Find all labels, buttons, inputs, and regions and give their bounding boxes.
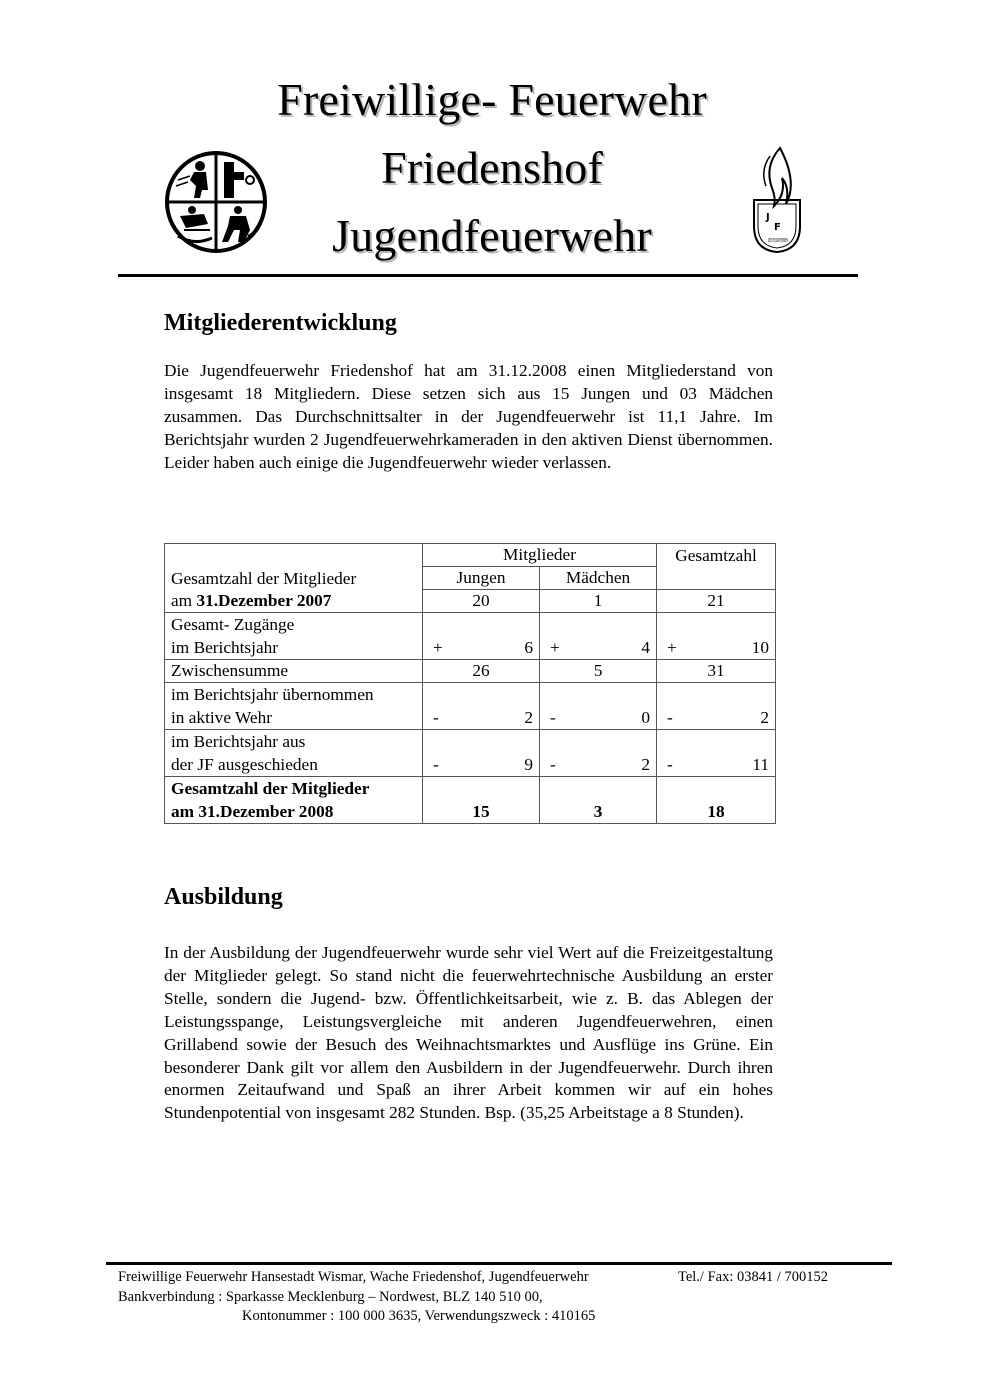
cell-boys: - 2 [423, 683, 540, 730]
row-label: Gesamt- Zugänge im Berichtsjahr [165, 613, 423, 660]
row-label: im Berichtsjahr aus der JF ausgeschieden [165, 730, 423, 777]
cell-total: 31 [657, 660, 776, 683]
cell-boys: 26 [423, 660, 540, 683]
title-line-2: Friedenshof [381, 142, 603, 193]
cell-girls: 3 [540, 777, 657, 824]
cell-girls: - 2 [540, 730, 657, 777]
jugendfeuerwehr-emblem-icon [750, 146, 804, 254]
cell-boys: - 9 [423, 730, 540, 777]
header-total: Gesamtzahl [657, 544, 776, 567]
header-girls: Mädchen [540, 567, 657, 590]
table-row [165, 613, 776, 660]
table-row [165, 730, 776, 777]
cell-girls: 5 [540, 660, 657, 683]
table-subheader-row [165, 567, 776, 590]
section-paragraph-ausbildung: In der Ausbildung der Jugendfeuerwehr wurde sehr viel Wert auf die Freizeitgestaltung der Mitglieder gelegt. So stand nicht die feuerwehrtechnische Ausbildung an erster Stelle, sondern die Jugend- bzw. Öffentlichkeitsarbeit, wie z. B. das Ablegen der Leistungsspange, Leistungsvergleiche mit anderen Jugendfeuerwehren, einen Grillabend sowie der Besuch des Weihnachtsmarktes und Ausflüge ins Grüne. Ein besonderer Dank gilt vor allem den Ausbildern in der Jugendfeuerwehr. Durch ihren enormen Zeitaufwand und Spaß an ihrer Arbeit kommen wir auf ein hohes Stundenpotential von insgesamt 282 Stunden. Bsp. (35,25 Arbeitstage a 8 Stunden). [164, 943, 773, 1123]
section-heading-ausbildung: Ausbildung [164, 884, 283, 910]
footer-divider [106, 1262, 892, 1265]
table-row [165, 683, 776, 730]
header-divider [118, 274, 858, 277]
fire-brigade-emblem-icon [164, 150, 268, 254]
row-label: Gesamtzahl der Mitglieder am 31.Dezember 2008 [165, 777, 423, 824]
cell-total: - 2 [657, 683, 776, 730]
member-statistics-table [164, 543, 776, 824]
table-row-total [165, 777, 776, 824]
svg-text:F: F [774, 222, 781, 233]
table-row [165, 660, 776, 683]
row-label: Gesamtzahl der Mitglieder [165, 567, 423, 590]
cell-boys: + 6 [423, 613, 540, 660]
table-header-row [165, 544, 776, 567]
cell-boys: 15 [423, 777, 540, 824]
title-line-3: Jugendfeuerwehr [332, 210, 652, 261]
header-total-empty [657, 567, 776, 590]
section-paragraph-mitgliederentwicklung: Die Jugendfeuerwehr Friedenshof hat am 31.12.2008 einen Mitgliederstand von insgesamt 18 Mitgliedern. Diese setzen sich aus 15 Jungen und 03 Mädchen zusammen. Das Durchschnittsalter in der Jugendfeuerwehr ist 11,1 Jahre. Im Berichtsjahr wurden 2 Jugendfeuerwehrkameraden in den aktiven Dienst übernommen. Leider haben auch einige die Jugendfeuerwehr wieder verlassen. [164, 361, 773, 472]
svg-text:J: J [766, 212, 770, 223]
right-logo-text: DEUTSCHE JUGENDFEUERWEHR [768, 238, 789, 244]
cell-girls: 1 [540, 590, 657, 613]
row-label: am 31.Dezember 2007 [165, 590, 423, 613]
footer-account: Kontonummer : 100 000 3635, Verwendungszweck : 410165 [242, 1308, 596, 1324]
table-corner-cell [165, 544, 423, 567]
cell-total: 21 [657, 590, 776, 613]
row-label: Zwischensumme [165, 660, 423, 683]
footer-phone: Tel./ Fax: 03841 / 700152 [678, 1269, 829, 1285]
footer [118, 1268, 829, 1327]
cell-total: 18 [657, 777, 776, 824]
header-boys: Jungen [423, 567, 540, 590]
cell-total: - 11 [657, 730, 776, 777]
title-line-1: Freiwillige- Feuerwehr [277, 74, 707, 125]
table-row [165, 590, 776, 613]
footer-bank: Bankverbindung : Sparkasse Mecklenburg – Nordwest, BLZ 140 510 00, [118, 1288, 543, 1305]
cell-boys: 20 [423, 590, 540, 613]
row-label: im Berichtsjahr übernommen in aktive Wehr [165, 683, 423, 730]
header-members: Mitglieder [423, 544, 657, 567]
cell-girls: - 0 [540, 683, 657, 730]
cell-girls: + 4 [540, 613, 657, 660]
footer-address: Freiwillige Feuerwehr Hansestadt Wismar, Wache Friedenshof, Jugendfeuerwehr [118, 1269, 589, 1285]
section-heading-mitgliederentwicklung: Mitgliederentwicklung [164, 310, 397, 336]
cell-total: + 10 [657, 613, 776, 660]
